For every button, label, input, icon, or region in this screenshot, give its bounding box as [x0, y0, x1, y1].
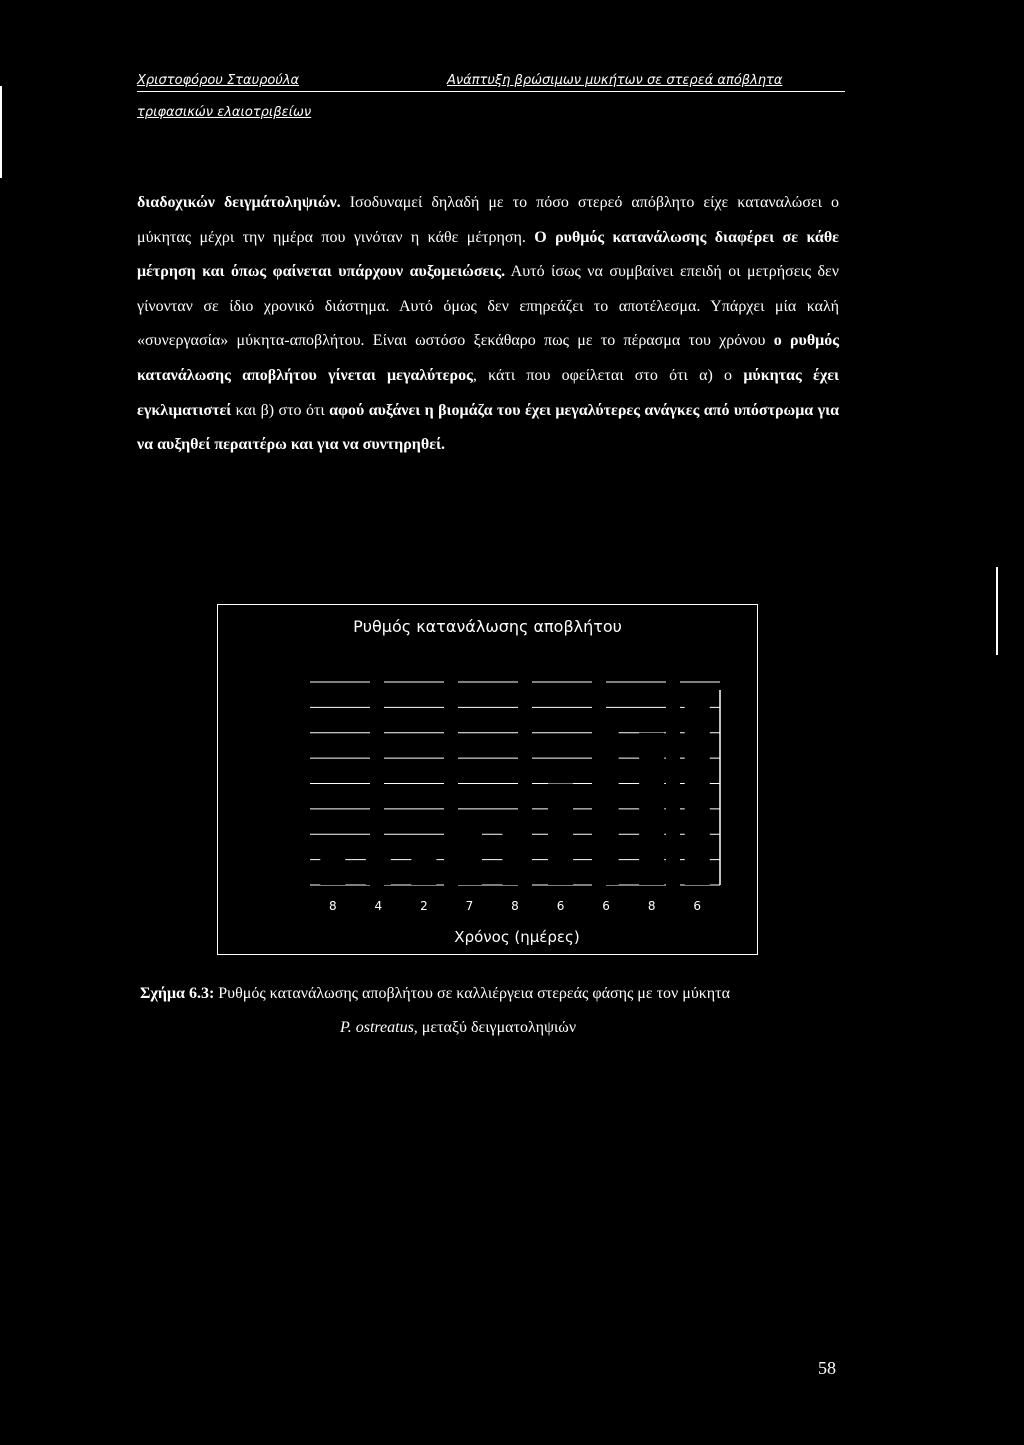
chart-bar: [639, 733, 664, 885]
chart-title: Ρυθμός κατανάλωσης αποβλήτου: [353, 617, 622, 636]
figure-caption-text: Ρυθμός κατανάλωσης αποβλήτου σε καλλιέργεια στερεάς φάσης με τον μύκητα: [214, 985, 730, 1002]
chart-bar: [502, 819, 527, 885]
header-author: Χριστοφόρου Σταυρούλα: [137, 73, 300, 88]
chart-x-tick-label: 7: [465, 899, 474, 913]
header-rule: [137, 91, 845, 92]
chart-bar: [320, 855, 345, 885]
chart-x-tick-label: 2: [420, 899, 428, 913]
chart-bar: [411, 855, 436, 885]
figure-caption-line2: [340, 1019, 576, 1037]
chart-bar: [548, 784, 573, 886]
header-author-line2: τριφασικών ελαιοτριβείων: [137, 105, 312, 120]
chart-bar: [685, 702, 710, 885]
chart-bar: [457, 829, 482, 885]
margin-rule-left: [0, 86, 2, 178]
paragraph-run: Αυτό ίσως να συμβαίνει επειδή οι μετρήσεις δεν γίνονταν σε ίδιο χρονικό διάστημα. Αυτό όμως δεν επηρεάζει το αποτέλεσμα. Υπάρχει μία καλή «συνεργασία» μύκητα-αποβλήτου. Είναι ωστόσο ξεκάθαρο πως με το πέρασμα του χρόνου: [137, 263, 840, 350]
chart-x-tick-label: 6: [693, 899, 702, 913]
figure-caption-label: Σχήμα 6.3:: [140, 985, 215, 1002]
figure-caption-text2: μεταξύ δειγματοληψιών: [417, 1019, 577, 1036]
chart-bar: [366, 855, 391, 885]
chart-x-tick-label: 8: [511, 899, 519, 913]
paragraph-run: και β) στο ότι: [231, 401, 330, 419]
paragraph-run: Ο ρυθμός κατανάλωσης διαφέρει σε κάθε μέτρηση και όπως φαίνεται υπάρχουν αυξομειώσεις.: [137, 228, 840, 281]
paragraph-run: Ισοδυναμεί δηλαδή με το πόσο στερεό απόβλητο είχε καταναλώσει ο μύκητας μέχρι την ημέρα που γινόταν η κάθε μέτρηση.: [137, 194, 839, 246]
body-paragraph: [137, 186, 839, 463]
chart-x-axis-label: Χρόνος (ημέρες): [454, 928, 580, 946]
header-title: Ανάπτυξη βρώσιμων μυκήτων σε στερεά απόβλητα: [447, 73, 783, 88]
paragraph-run: αφού αυξάνει η βιομάζα του έχει μεγαλύτερες ανάγκες από υπόστρωμα για να αυξηθεί περαιτέρω και για να συντηρηθεί.: [137, 401, 840, 454]
page-number: 58: [818, 1358, 836, 1378]
paragraph-run: , κάτι που οφείλεται στο ότι α) ο: [472, 366, 744, 384]
paragraph-run: ο ρυθμός κατανάλωσης αποβλήτου γίνεται μεγαλύτερος: [137, 332, 839, 384]
chart-x-tick-label: 4: [374, 899, 383, 913]
chart-bar: [594, 728, 619, 885]
chart-plot: [300, 670, 730, 920]
figure-caption: [140, 985, 860, 1003]
margin-rule-right: [996, 567, 998, 655]
figure-caption-species: P. ostreatus,: [340, 1019, 418, 1036]
paragraph-run: διαδοχικών δειγμάτοληψιών.: [137, 194, 341, 211]
chart-x-tick-label: 6: [556, 899, 565, 913]
chart-x-tick-label: 8: [328, 899, 337, 913]
chart-x-tick-label: 6: [602, 899, 610, 913]
chart-x-tick-label: 8: [647, 899, 656, 913]
paragraph-run: μύκητας έχει εγκλιματιστεί: [137, 366, 840, 419]
